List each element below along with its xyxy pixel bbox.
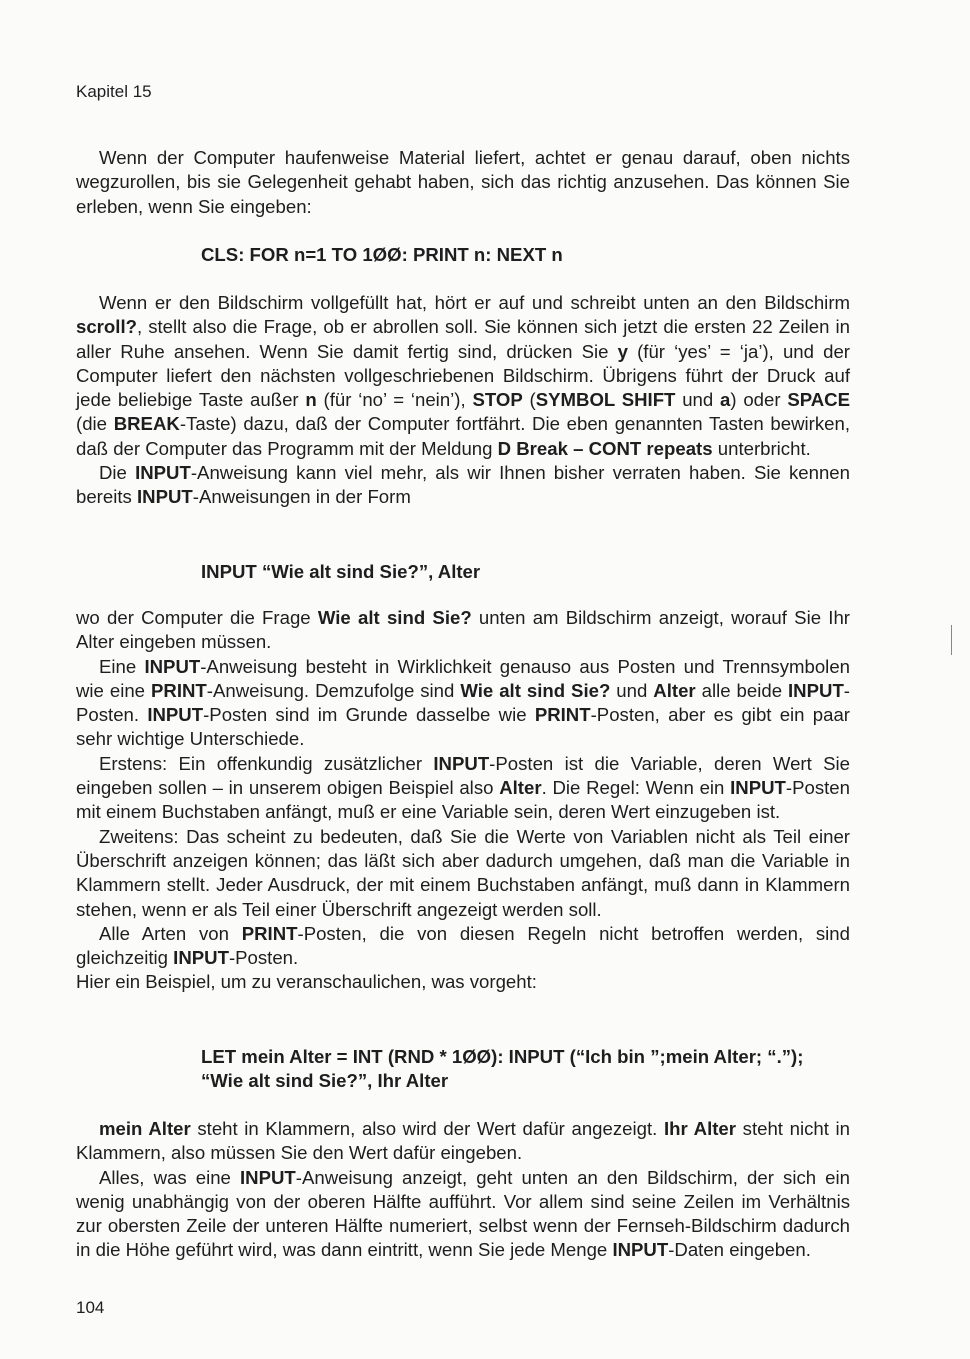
paragraph: Alles, was eine INPUT-Anweisung anzeigt, geht unten an den Bildschirm, der sich ein wenig unabhängig von der oberen Hälfte aufführt. Vor allem sind seine Zeilen im Verhältnis zur obersten Zeile der unteren Hälfte numeriert, selbst wenn der Fernseh-Bildschirm dadurch in die Höhe geführt wird, was dann eintritt, wenn Sie jede Menge INPUT-Daten eingeben. [76, 1166, 850, 1261]
code-example-input: INPUT “Wie alt sind Sie?”, Alter [201, 561, 481, 582]
text-block-input [76, 606, 850, 995]
paragraph: Wenn der Computer haufenweise Material liefert, achtet er genau darauf, oben nichts wegzurollen, bis sie Gelegenheit gehabt haben, sich das richtig anzusehen. Das können Sie erleben, wenn Sie eingeben: [76, 147, 850, 217]
chapter-header: Kapitel 15 [76, 82, 152, 101]
paragraph: Hier ein Beispiel, um zu veranschaulichen, was vorgeht: [76, 971, 537, 993]
paragraph: Zweitens: Das scheint zu bedeuten, daß Sie die Werte von Variablen nicht als Teil einer Überschrift anzeigen können; das läßt sich aber dadurch umgehen, daß man die Variable in Klammern stellt. Jeder Ausdruck, der mit einem Buchstaben anfängt, muß dann in Klammern stehen, wenn er als Teil einer Überschrift angezeigt werden soll. [76, 825, 850, 920]
paragraph: mein Alter steht in Klammern, also wird der Wert dafür angezeigt. Ihr Alter steht nicht in Klammern, also müssen Sie den Wert dafür eingeben. [76, 1118, 850, 1164]
text-block-scroll [76, 291, 850, 510]
code-example-let [201, 1045, 861, 1094]
page-number: 104 [76, 1298, 105, 1317]
text-block-explain [76, 1117, 850, 1263]
paragraph: Erstens: Ein offenkundig zusätzlicher INPUT-Posten ist die Variable, deren Wert Sie eingeben sollen – in unserem obigen Beispiel also Alter. Die Regel: Wenn ein INPUT-Posten mit einem Buchstaben anfängt, muß er eine Variable sein, deren Wert einzugeben ist. [76, 752, 850, 823]
code-line: “Wie alt sind Sie?”, Ihr Alter [201, 1070, 449, 1092]
scan-mark [951, 625, 952, 655]
paragraph: wo der Computer die Frage Wie alt sind Sie? unten am Bildschirm anzeigt, worauf Sie Ihr Alter eingeben müssen. [76, 607, 850, 653]
text-block-intro [76, 146, 850, 219]
paragraph: Die INPUT-Anweisung kann viel mehr, als wir Ihnen bisher verraten haben. Sie kennen bereits INPUT-Anweisungen in der Form [76, 462, 850, 508]
paragraph: Eine INPUT-Anweisung besteht in Wirklichkeit genauso aus Posten und Trennsymbolen wie eine PRINT-Anweisung. Demzufolge sind Wie alt sind Sie? und Alter alle beide INPUT-Posten. INPUT-Posten sind im Grunde dasselbe wie PRINT-Posten, aber es gibt ein paar sehr wichtige Unterschiede. [76, 655, 850, 750]
code-example-cls: CLS: FOR n=1 TO 1ØØ: PRINT n: NEXT n [201, 244, 563, 265]
paragraph: Alle Arten von PRINT-Posten, die von diesen Regeln nicht betroffen werden, sind gleichzeitig INPUT-Posten. [76, 922, 850, 969]
paragraph: Wenn er den Bildschirm vollgefüllt hat, hört er auf und schreibt unten an den Bildschirm scroll?, stellt also die Frage, ob er abrollen soll. Sie können sich jetzt die ersten 22 Zeilen in aller Ruhe ansehen. Wenn Sie damit fertig sind, drücken Sie y (für ‘yes’ = ‘ja’), und der Computer liefert den nächsten vollgeschriebenen Bildschirm. Übrigens führt der Druck auf jede beliebige Taste außer n (für ‘no’ = ‘nein’), STOP (SYMBOL SHIFT und a) oder SPACE (die BREAK-Taste) dazu, daß der Computer fortfährt. Die eben genannten Tasten bewirken, daß der Computer das Programm mit der Meldung D Break – CONT repeats unterbricht. [76, 292, 851, 459]
code-line: LET mein Alter = INT (RND * 1ØØ): INPUT (“Ich bin ”;mein Alter; “.”); [201, 1046, 804, 1067]
